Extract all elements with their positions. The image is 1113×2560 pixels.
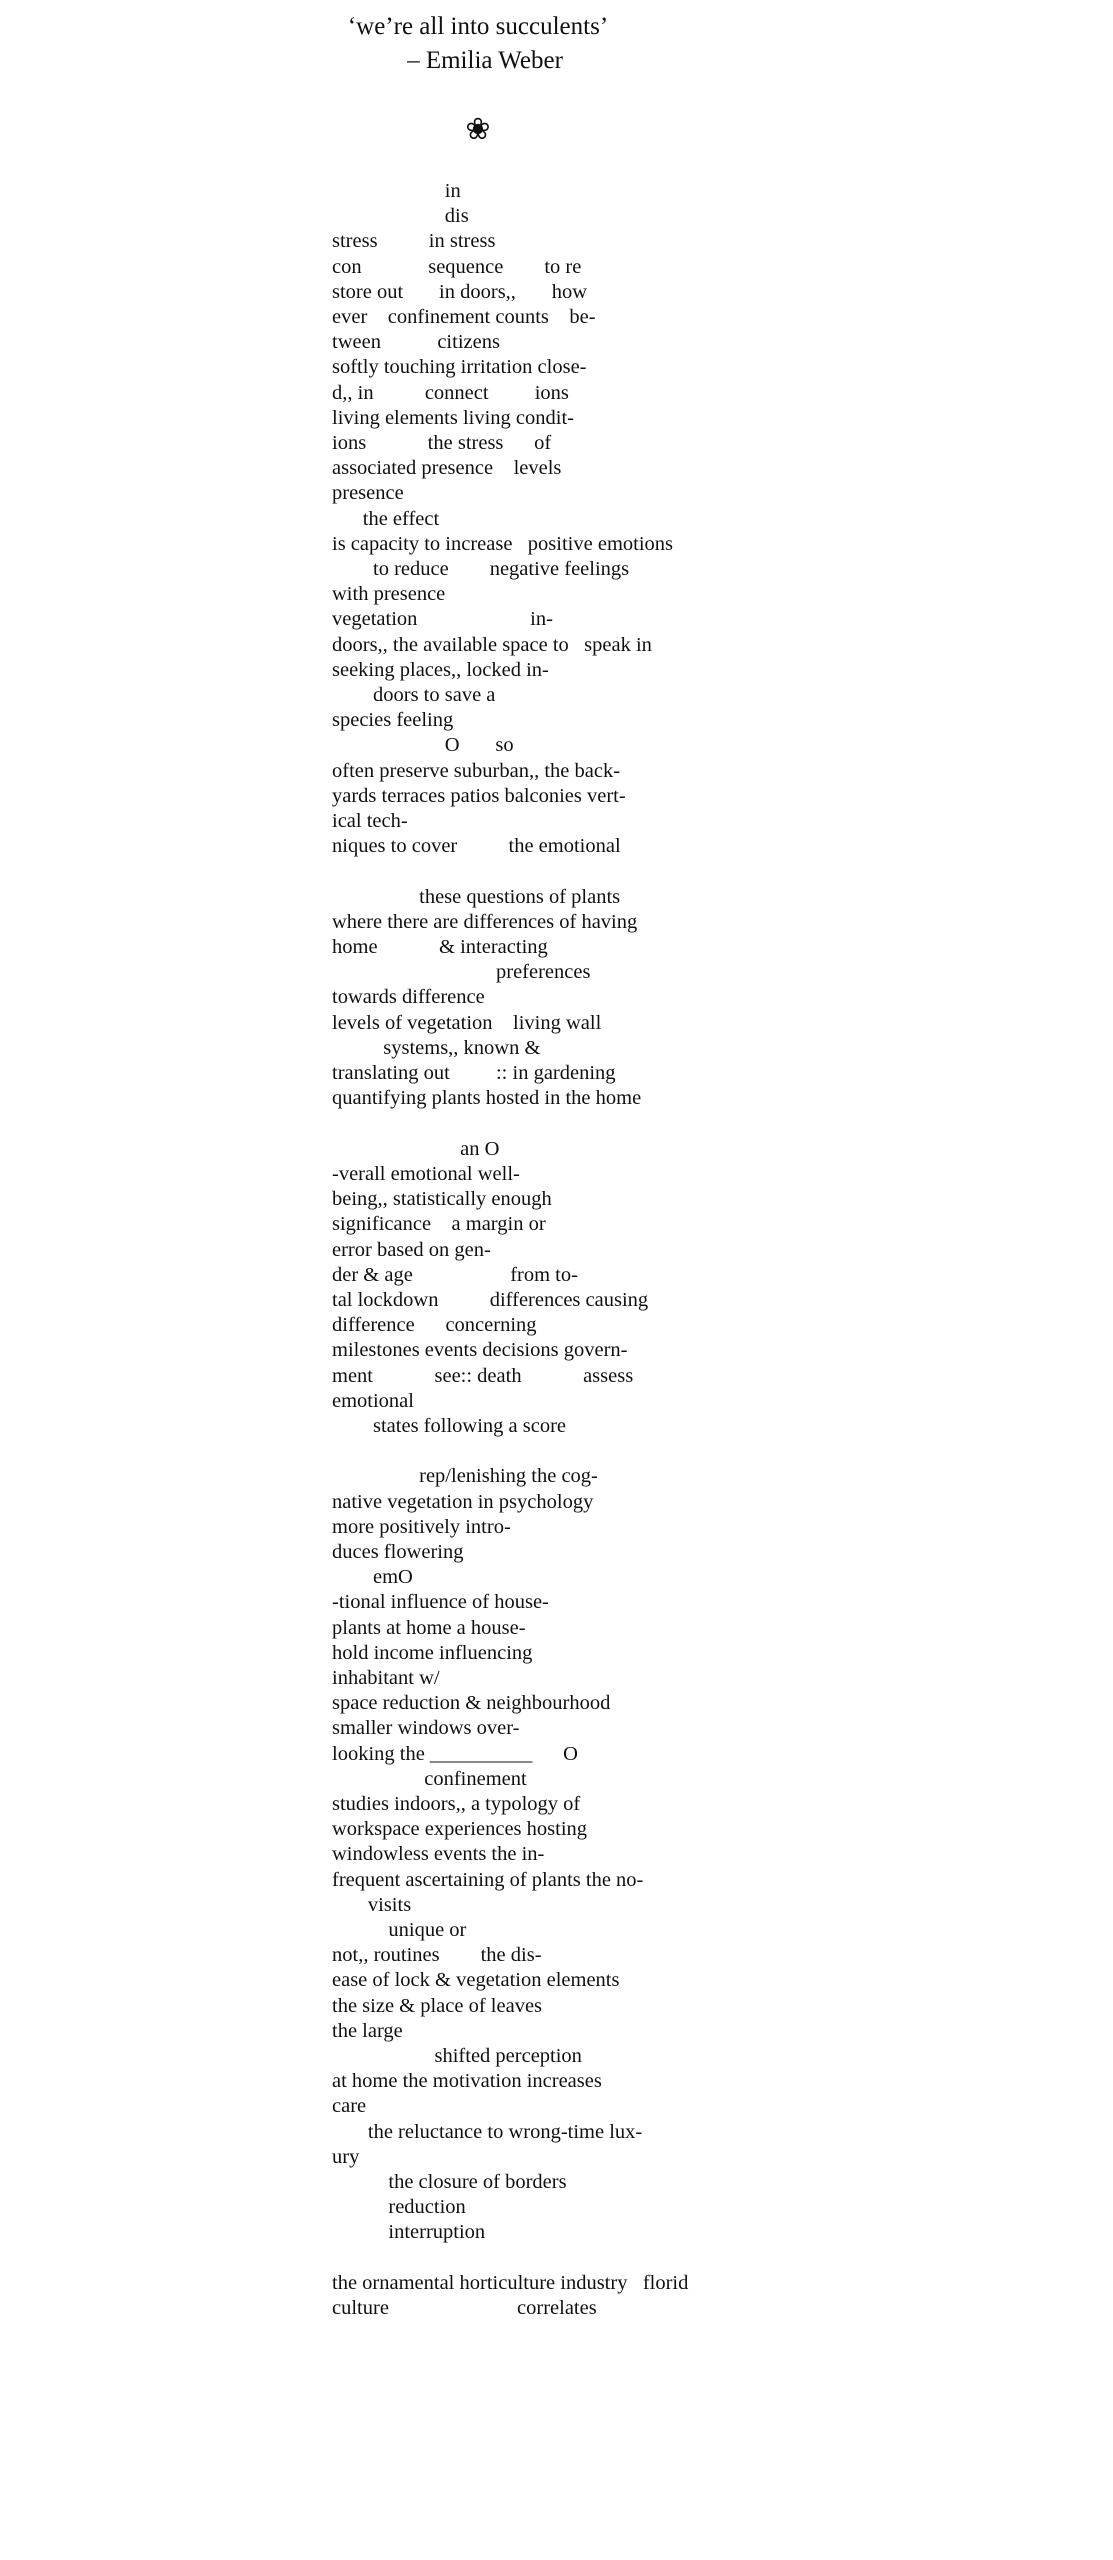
poem-line: seeking places,, locked in- bbox=[332, 658, 549, 681]
poem-line: associated presence levels bbox=[332, 457, 562, 480]
poem-line: native vegetation in psychology bbox=[332, 1490, 594, 1513]
poem-line: doors to save a bbox=[332, 684, 496, 707]
poem-line: niques to cover the emotional bbox=[332, 835, 621, 858]
poem-line: d,, in connect ions bbox=[332, 381, 569, 404]
poem-line: milestones events decisions govern- bbox=[332, 1339, 628, 1362]
poem-line: doors,, the available space to speak in bbox=[332, 633, 652, 656]
poem-line: these questions of plants bbox=[332, 885, 621, 908]
poem-line: der & age from to- bbox=[332, 1263, 578, 1286]
poem-line: ions the stress of bbox=[332, 432, 552, 455]
poem-line: species feeling bbox=[332, 709, 454, 732]
poem-line: ease of lock & vegetation elements bbox=[332, 1969, 620, 1992]
poem-line: systems,, known & bbox=[332, 1036, 541, 1059]
poem-line: store out in doors,, how bbox=[332, 280, 588, 303]
poem-line: dis bbox=[332, 205, 469, 228]
poem-line: ment see:: death assess bbox=[332, 1364, 634, 1387]
poem-line: error based on gen- bbox=[332, 1238, 491, 1261]
poem-line: ical tech- bbox=[332, 810, 408, 833]
ornament-row bbox=[0, 115, 956, 155]
poem-line: where there are differences of having bbox=[332, 910, 638, 933]
poem-line: unique or bbox=[332, 1918, 467, 1941]
poem-line: emO bbox=[332, 1566, 413, 1589]
poem-line: inhabitant w/ bbox=[332, 1666, 440, 1689]
poem-line: -tional influence of house- bbox=[332, 1591, 549, 1614]
poem-line: frequent ascertaining of plants the no- bbox=[332, 1868, 644, 1891]
poem-line: looking the __________ O bbox=[332, 1742, 578, 1765]
poem-line: the reluctance to wrong-time lux- bbox=[332, 2120, 643, 2143]
poem-line: translating out :: in gardening bbox=[332, 1062, 616, 1085]
poem-line: is capacity to increase positive emotions bbox=[332, 532, 674, 555]
poem-line: -verall emotional well- bbox=[332, 1162, 520, 1185]
poem-line: reduction bbox=[332, 2196, 466, 2219]
poem-line: tal lockdown differences causing bbox=[332, 1288, 649, 1311]
poem-line: to reduce negative feelings bbox=[332, 558, 630, 581]
poem-line: home & interacting bbox=[332, 936, 548, 959]
poem-line: windowless events the in- bbox=[332, 1843, 545, 1866]
stanza bbox=[332, 1137, 1113, 1439]
stanza bbox=[332, 885, 1113, 1112]
poem-line: vegetation in- bbox=[332, 608, 553, 631]
poem-line: in bbox=[332, 180, 461, 202]
poem-line: often preserve suburban,, the back- bbox=[332, 759, 621, 782]
poem-line: ury bbox=[332, 2145, 360, 2168]
stanza bbox=[332, 2271, 1113, 2321]
poem-line: being,, statistically enough bbox=[332, 1188, 552, 1211]
poem-line: softly touching irritation close- bbox=[332, 356, 587, 379]
poem-line: stress in stress bbox=[332, 230, 496, 253]
poem-line: the closure of borders bbox=[332, 2171, 567, 2193]
poem-line: plants at home a house- bbox=[332, 1616, 526, 1639]
epigraph-attribution: – Emilia Weber bbox=[407, 46, 563, 74]
poem-line: studies indoors,, a typology of bbox=[332, 1792, 581, 1815]
poem-line: presence bbox=[332, 482, 404, 505]
poem-line: the effect bbox=[332, 507, 440, 530]
poem-line: significance a margin or bbox=[332, 1213, 546, 1236]
stanza bbox=[332, 1464, 1113, 2245]
poem-line: culture correlates bbox=[332, 2297, 597, 2319]
poem-line: care bbox=[332, 2095, 367, 2118]
poem-line: interruption bbox=[332, 2221, 486, 2244]
poem-line: emotional bbox=[332, 1389, 414, 1412]
poem-body bbox=[332, 179, 1113, 2321]
poem-line: workspace experiences hosting bbox=[332, 1818, 588, 1841]
poem-line: shifted perception bbox=[332, 2044, 582, 2067]
poem-line: the ornamental horticulture industry florid bbox=[332, 2271, 689, 2294]
poem-line: quantifying plants hosted in the home bbox=[332, 1087, 642, 1110]
epigraph bbox=[0, 0, 956, 77]
poem-line: rep/lenishing the cog- bbox=[332, 1465, 598, 1488]
poem-line: the large bbox=[332, 2019, 403, 2042]
poem-line: duces flowering bbox=[332, 1540, 464, 1563]
poem-line: the size & place of leaves bbox=[332, 1994, 543, 2017]
poem-line: towards difference bbox=[332, 986, 485, 1009]
poem-line: living elements living condit- bbox=[332, 406, 574, 429]
stanza bbox=[332, 179, 1113, 859]
poem-line: con sequence to re bbox=[332, 255, 582, 278]
poem-line: at home the motivation increases bbox=[332, 2070, 602, 2093]
poem-line: O so bbox=[332, 734, 514, 757]
flower-ornament-icon: ❀ bbox=[465, 113, 491, 146]
poem-line: states following a score bbox=[332, 1414, 566, 1437]
poem-line: with presence bbox=[332, 583, 446, 606]
poem-line: ever confinement counts be- bbox=[332, 306, 596, 329]
poem-line: visits bbox=[332, 1893, 412, 1916]
poem-line: preferences bbox=[332, 961, 591, 984]
poem-line: not,, routines the dis- bbox=[332, 1944, 542, 1967]
poem-line: tween citizens bbox=[332, 331, 500, 354]
poem-line: yards terraces patios balconies vert- bbox=[332, 784, 626, 807]
poem-line: more positively intro- bbox=[332, 1515, 511, 1538]
poem-line: space reduction & neighbourhood bbox=[332, 1692, 611, 1715]
poem-line: hold income influencing bbox=[332, 1641, 533, 1664]
poem-line: an O bbox=[332, 1137, 500, 1160]
poem-line: smaller windows over- bbox=[332, 1717, 520, 1740]
epigraph-quote: ‘we’re all into succulents’ bbox=[347, 13, 609, 40]
poem-line: levels of vegetation living wall bbox=[332, 1011, 602, 1034]
poem-line: difference concerning bbox=[332, 1314, 537, 1337]
poem-line: confinement bbox=[332, 1767, 527, 1790]
